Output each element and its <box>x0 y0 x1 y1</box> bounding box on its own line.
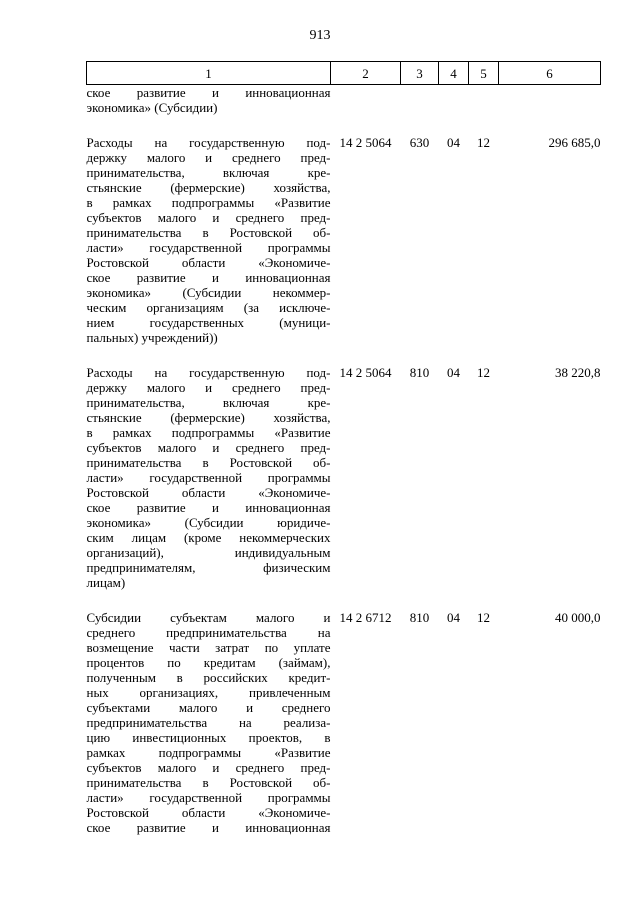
header-col-6: 6 <box>499 62 601 85</box>
table-row <box>87 85 601 116</box>
row-section: 04 <box>447 610 460 625</box>
description-line: Расходы на государственную под- <box>86 135 331 150</box>
row-spacer <box>87 345 601 365</box>
description-line: предпринимателям, физическим <box>86 560 331 575</box>
description-line: ласти» государственной программы <box>86 240 331 255</box>
description-line: ческим организациям (за исключе- <box>86 300 331 315</box>
budget-table <box>86 61 601 835</box>
description-line: Ростовской области «Экономиче- <box>86 805 331 820</box>
row-spacer <box>87 115 601 135</box>
description-line: экономика» (Субсидии) <box>86 100 218 115</box>
row-section <box>439 85 469 116</box>
description-line: Ростовской области «Экономиче- <box>86 485 331 500</box>
description-line: принимательства в Ростовской об- <box>86 455 331 470</box>
description-line: Ростовской области «Экономиче- <box>86 255 331 270</box>
description-line: Расходы на государственную под- <box>86 365 331 380</box>
table-row <box>87 365 601 590</box>
description-line: ское развитие и инновационная <box>86 500 331 515</box>
description-line: экономика» (Субсидии некоммер- <box>86 285 331 300</box>
row-amount <box>499 85 601 116</box>
row-code: 14 2 5064 <box>339 135 392 150</box>
description-line: ское развитие и инновационная <box>86 85 331 100</box>
row-code <box>331 85 401 116</box>
description-line: ласти» государственной программы <box>86 790 331 805</box>
description-line: процентов по кредитам (займам), <box>86 655 331 670</box>
table-row <box>87 610 601 835</box>
row-spacer <box>87 590 601 610</box>
header-row <box>87 62 601 85</box>
row-expense-type: 810 <box>409 610 430 625</box>
description-line: лицам) <box>86 575 126 590</box>
row-subsection: 12 <box>477 365 490 380</box>
header-col-2: 2 <box>331 62 401 85</box>
table-row <box>87 135 601 345</box>
row-expense-type: 630 <box>409 135 430 150</box>
description-line: ское развитие и инновационная <box>86 270 331 285</box>
description-line: субъектами малого и среднего <box>86 700 331 715</box>
row-code: 14 2 5064 <box>339 365 392 380</box>
header-col-1: 1 <box>87 62 331 85</box>
row-subsection: 12 <box>477 610 490 625</box>
row-amount: 296 685,0 <box>548 135 601 150</box>
description-line: ским лицам (кроме некоммерческих <box>86 530 331 545</box>
description-line: стьянские (фермерские) хозяйства, <box>86 410 331 425</box>
description-line: субъектов малого и среднего пред- <box>86 210 331 225</box>
description-line: пальных) учреждений)) <box>86 330 218 345</box>
row-section: 04 <box>447 365 460 380</box>
description-line: нием государственных (муници- <box>86 315 331 330</box>
row-description <box>87 610 331 835</box>
description-line: рамках подпрограммы «Развитие <box>86 745 331 760</box>
description-line: предпринимательства на реализа- <box>86 715 331 730</box>
row-description <box>87 85 331 116</box>
description-line: субъектов малого и среднего пред- <box>86 440 331 455</box>
row-expense-type: 810 <box>409 365 430 380</box>
row-code: 14 2 6712 <box>339 610 392 625</box>
description-line: принимательства, включая кре- <box>86 165 331 180</box>
header-col-5: 5 <box>469 62 499 85</box>
description-line: возмещение части затрат по уплате <box>86 640 331 655</box>
description-line: в рамках подпрограммы «Развитие <box>86 425 331 440</box>
page-number: 913 <box>309 28 331 43</box>
description-line: ское развитие и инновационная <box>86 820 331 835</box>
description-line: ласти» государственной программы <box>86 470 331 485</box>
description-line: Субсидии субъектам малого и <box>86 610 331 625</box>
row-subsection <box>469 85 499 116</box>
description-line: в рамках подпрограммы «Развитие <box>86 195 331 210</box>
description-line: принимательства в Ростовской об- <box>86 225 331 240</box>
description-line: принимательства, включая кре- <box>86 395 331 410</box>
description-line: ных организациях, привлеченным <box>86 685 331 700</box>
description-line: принимательства в Ростовской об- <box>86 775 331 790</box>
description-line: держку малого и среднего пред- <box>86 380 331 395</box>
row-amount: 38 220,8 <box>555 365 601 380</box>
row-section: 04 <box>447 135 460 150</box>
row-description <box>87 135 331 345</box>
table-body <box>87 85 601 836</box>
header-col-4: 4 <box>439 62 469 85</box>
row-expense-type <box>401 85 439 116</box>
row-amount: 40 000,0 <box>555 610 601 625</box>
description-line: полученным в российских кредит- <box>86 670 331 685</box>
description-line: экономика» (Субсидии юридиче- <box>86 515 331 530</box>
description-line: среднего предпринимательства на <box>86 625 331 640</box>
description-line: организаций), индивидуальным <box>86 545 331 560</box>
row-description <box>87 365 331 590</box>
description-line: цию инвестиционных проектов, в <box>86 730 331 745</box>
description-line: стьянские (фермерские) хозяйства, <box>86 180 331 195</box>
description-line: субъектов малого и среднего пред- <box>86 760 331 775</box>
row-subsection: 12 <box>477 135 490 150</box>
description-line: держку малого и среднего пред- <box>86 150 331 165</box>
header-col-3: 3 <box>401 62 439 85</box>
